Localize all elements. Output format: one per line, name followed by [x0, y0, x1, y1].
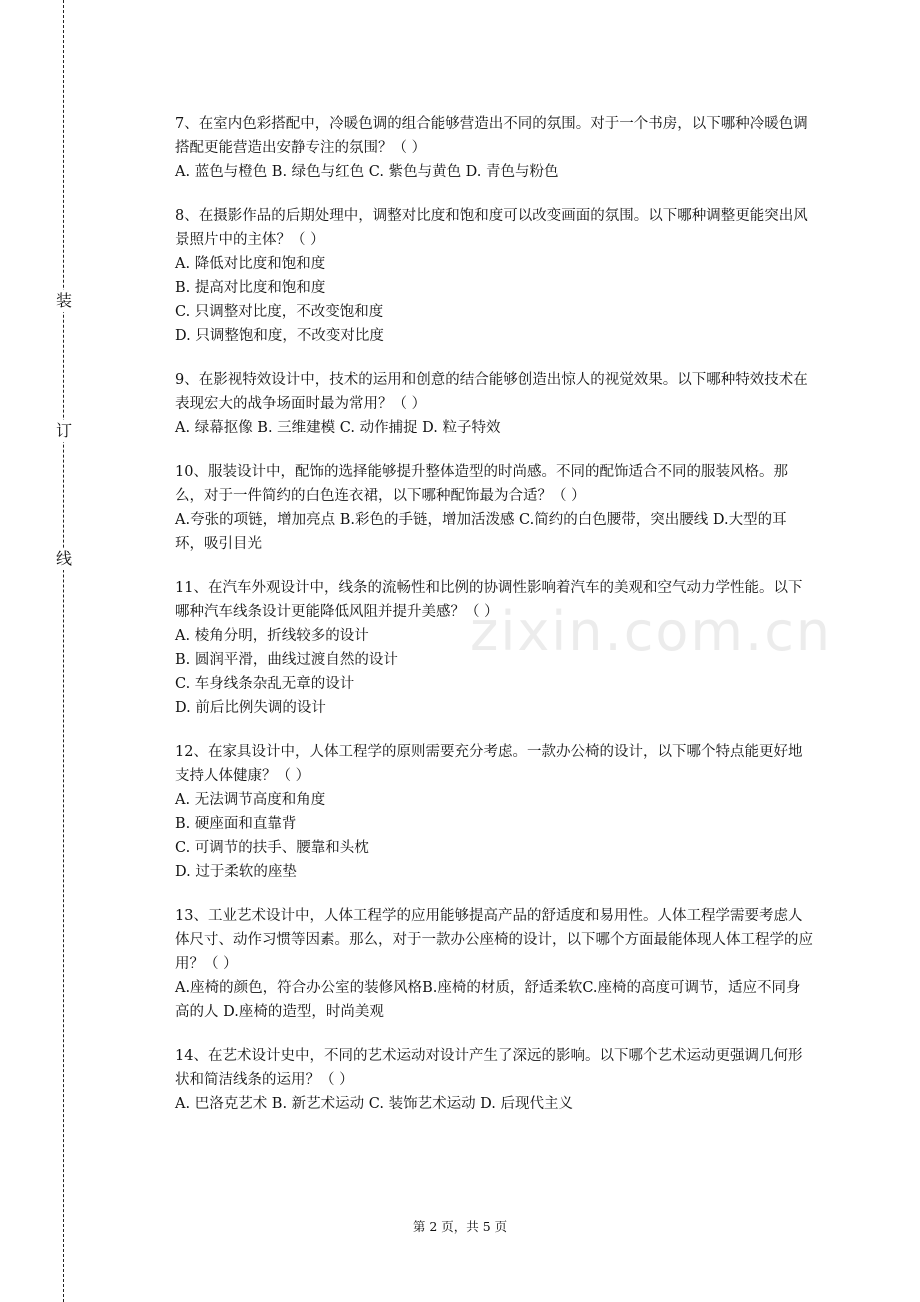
option-d: D. 过于柔软的座垫: [175, 864, 297, 880]
question-14: [175, 1044, 815, 1116]
option-a: A. 无法调节高度和角度: [175, 792, 326, 808]
question-options: A. 巴洛克艺术 B. 新艺术运动 C. 装饰艺术运动 D. 后现代主义: [175, 1096, 574, 1112]
option-a: A. 降低对比度和饱和度: [175, 256, 326, 272]
question-options: A. 绿幕抠像 B. 三维建模 C. 动作捕捉 D. 粒子特效: [175, 420, 501, 436]
binding-char-ding: 订: [52, 420, 76, 442]
question-11: [175, 576, 815, 720]
option-c: C. 车身线条杂乱无章的设计: [175, 676, 355, 692]
question-stem: 7、在室内色彩搭配中，冷暖色调的组合能够营造出不同的氛围。对于一个书房，以下哪种冷暖色调搭配更能营造出安静专注的氛围？（ ）: [175, 116, 808, 156]
binding-char-xian: 线: [52, 548, 76, 570]
question-stem: 10、服装设计中，配饰的选择能够提升整体造型的时尚感。不同的配饰适合不同的服装风格。那么，对于一件简约的白色连衣裙，以下哪种配饰最为合适？（ ）: [175, 464, 788, 504]
question-stem: 12、在家具设计中，人体工程学的原则需要充分考虑。一款办公椅的设计，以下哪个特点能更好地支持人体健康？（ ）: [175, 744, 803, 784]
option-c: C. 只调整对比度，不改变饱和度: [175, 304, 384, 320]
question-10: [175, 460, 815, 556]
question-options: A.夸张的项链，增加亮点 B.彩色的手链，增加活泼感 C.简约的白色腰带，突出腰线 D.大型的耳环，吸引目光: [175, 512, 787, 552]
question-stem: 8、在摄影作品的后期处理中，调整对比度和饱和度可以改变画面的氛围。以下哪种调整更能突出风景照片中的主体？（ ）: [175, 208, 808, 248]
question-stem: 13、工业艺术设计中，人体工程学的应用能够提高产品的舒适度和易用性。人体工程学需要考虑人体尺寸、动作习惯等因素。那么，对于一款办公座椅的设计，以下哪个方面最能体现人体工程学的应用？（ ）: [175, 908, 813, 972]
question-list: [175, 112, 815, 1136]
question-stem: 11、在汽车外观设计中，线条的流畅性和比例的协调性影响着汽车的美观和空气动力学性能。以下哪种汽车线条设计更能降低风阻并提升美感？（ ）: [175, 580, 803, 620]
page-number: 第 2 页，共 5 页: [412, 1219, 508, 1234]
question-9: [175, 368, 815, 440]
question-stem: 9、在影视特效设计中，技术的运用和创意的结合能够创造出惊人的视觉效果。以下哪种特效技术在表现宏大的战争场面时最为常用？（ ）: [175, 372, 808, 412]
question-options: A.座椅的颜色，符合办公室的装修风格B.座椅的材质，舒适柔软C.座椅的高度可调节，适应不同身高的人 D.座椅的造型，时尚美观: [175, 980, 801, 1020]
option-b: B. 圆润平滑，曲线过渡自然的设计: [175, 652, 398, 668]
question-13: [175, 904, 815, 1024]
option-c: C. 可调节的扶手、腰靠和头枕: [175, 840, 369, 856]
question-stem: 14、在艺术设计史中，不同的艺术运动对设计产生了深远的影响。以下哪个艺术运动更强调几何形状和简洁线条的运用？（ ）: [175, 1048, 803, 1088]
question-12: [175, 740, 815, 884]
question-7: [175, 112, 815, 184]
question-options: A. 蓝色与橙色 B. 绿色与红色 C. 紫色与黄色 D. 青色与粉色: [175, 164, 559, 180]
option-b: B. 提高对比度和饱和度: [175, 280, 326, 296]
watermark: zixin.com.cn: [470, 600, 833, 663]
binding-dashed-line: [63, 0, 64, 1302]
binding-char-zhuang: 装: [52, 290, 76, 312]
option-d: D. 前后比例失调的设计: [175, 700, 326, 716]
question-8: [175, 204, 815, 348]
option-d: D. 只调整饱和度，不改变对比度: [175, 328, 384, 344]
option-b: B. 硬座面和直靠背: [175, 816, 297, 832]
option-a: A. 棱角分明，折线较多的设计: [175, 628, 369, 644]
